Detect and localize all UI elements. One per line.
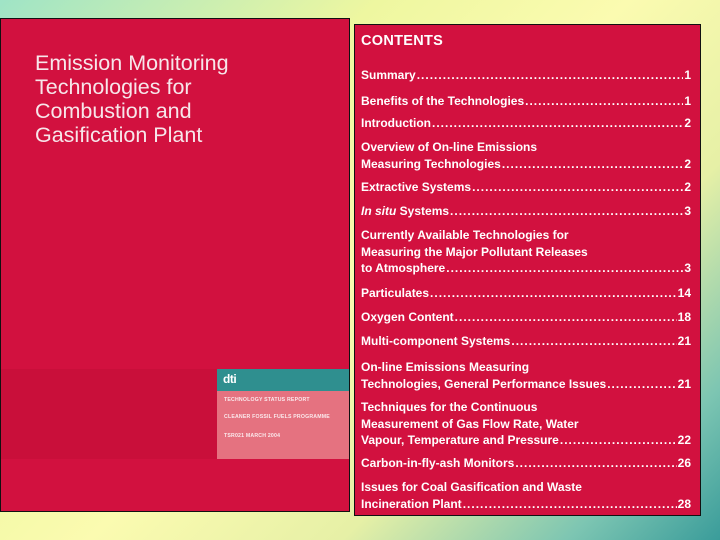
toc-entry: [361, 309, 691, 326]
toc-entry: [361, 227, 691, 277]
toc-entry-title: Measuring Technologies: [361, 156, 501, 171]
toc-entry: [361, 67, 691, 84]
dti-info-box: [217, 369, 349, 459]
toc-leader-dots: [432, 115, 683, 132]
toc-entry-title: Currently Available Technologies for: [361, 228, 569, 242]
toc-entry-title: Extractive Systems: [361, 180, 472, 194]
toc-entry-title: Oxygen Content: [361, 310, 454, 324]
toc-page-number: 21: [677, 334, 691, 348]
toc-leader-dots: [515, 455, 676, 472]
toc-leader-dots: [450, 203, 683, 220]
cover-title-line: Combustion and: [35, 99, 192, 123]
report-type: TECHNOLOGY STATUS REPORT: [224, 397, 310, 403]
toc-page-number: 2: [684, 116, 691, 130]
toc-leader-dots: [446, 260, 683, 277]
toc-entry-title: Systems: [396, 204, 450, 218]
toc-leader-dots: [472, 179, 683, 196]
cover-stripe: [1, 391, 217, 459]
toc-entry-title: Summary: [361, 68, 416, 82]
toc-entry-title: Benefits of the Technologies: [361, 94, 525, 108]
cover-title: [35, 51, 335, 147]
toc-entry-title: Techniques for the Continuous: [361, 400, 538, 414]
cover-title-line: Emission Monitoring: [35, 51, 229, 75]
report-cover: [0, 18, 350, 512]
toc-leader-dots: [525, 93, 683, 110]
toc-entry-title: Carbon-in-fly-ash Monitors: [361, 456, 515, 470]
toc-page-number: 18: [677, 310, 691, 324]
report-reference: TSR021 MARCH 2004: [224, 433, 281, 439]
toc-entry: [361, 203, 691, 220]
toc-entry-title: Issues for Coal Gasification and Waste: [361, 480, 582, 494]
cover-stripe: [1, 369, 217, 391]
toc-page-number: 28: [677, 496, 691, 511]
toc-entry-title: In situ: [361, 204, 397, 218]
toc-entry: [361, 139, 691, 172]
toc-entry-title: Overview of On-line Emissions: [361, 140, 538, 154]
contents-heading: CONTENTS: [361, 33, 444, 49]
toc-page-number: 1: [684, 94, 691, 108]
toc-page-number: 14: [677, 286, 691, 300]
toc-page-number: 3: [684, 261, 691, 275]
toc-page-number: 26: [677, 456, 691, 470]
toc-entry-title: Technologies, General Performance Issues: [361, 376, 607, 391]
toc-entry-title: Introduction: [361, 116, 431, 130]
toc-leader-dots: [607, 376, 676, 393]
toc-entry: [361, 479, 691, 512]
toc-leader-dots: [511, 333, 676, 350]
toc-entry-title: Particulates: [361, 286, 430, 300]
toc-entry: [361, 285, 691, 302]
toc-entry-title: to Atmosphere: [361, 261, 446, 275]
toc-entry: [361, 399, 691, 449]
toc-leader-dots: [430, 285, 677, 302]
toc-entry: [361, 115, 691, 132]
toc-entry: [361, 333, 691, 350]
toc-leader-dots: [560, 432, 677, 449]
toc-page-number: 2: [684, 180, 691, 194]
toc-page-number: 3: [684, 204, 691, 218]
cover-title-line: Technologies for: [35, 75, 192, 99]
toc-page-number: 21: [677, 376, 691, 391]
toc-leader-dots: [455, 309, 677, 326]
cover-title-line: Gasification Plant: [35, 123, 203, 147]
toc-entry: [361, 93, 691, 110]
toc-entry: [361, 179, 691, 196]
toc-entry-title: Incineration Plant: [361, 496, 462, 511]
programme-name: CLEANER FOSSIL FUELS PROGRAMME: [224, 414, 330, 420]
toc-entry-title: Multi-component Systems: [361, 334, 511, 348]
dti-logo: dti: [217, 369, 349, 391]
toc-leader-dots: [502, 156, 684, 173]
toc-leader-dots: [463, 496, 677, 513]
toc-entry: [361, 455, 691, 472]
toc-page-number: 22: [677, 433, 691, 447]
toc-entry-title: Measuring the Major Pollutant Releases: [361, 244, 588, 259]
toc-leader-dots: [417, 67, 684, 84]
toc-page-number: 1: [684, 68, 691, 82]
contents-page: [354, 24, 701, 516]
toc-entry: [361, 359, 691, 392]
toc-page-number: 2: [684, 156, 691, 171]
toc-entry-title: Measurement of Gas Flow Rate, Water: [361, 416, 579, 431]
toc-entry-title: Vapour, Temperature and Pressure: [361, 433, 559, 447]
toc-entry-title: On-line Emissions Measuring: [361, 360, 530, 374]
